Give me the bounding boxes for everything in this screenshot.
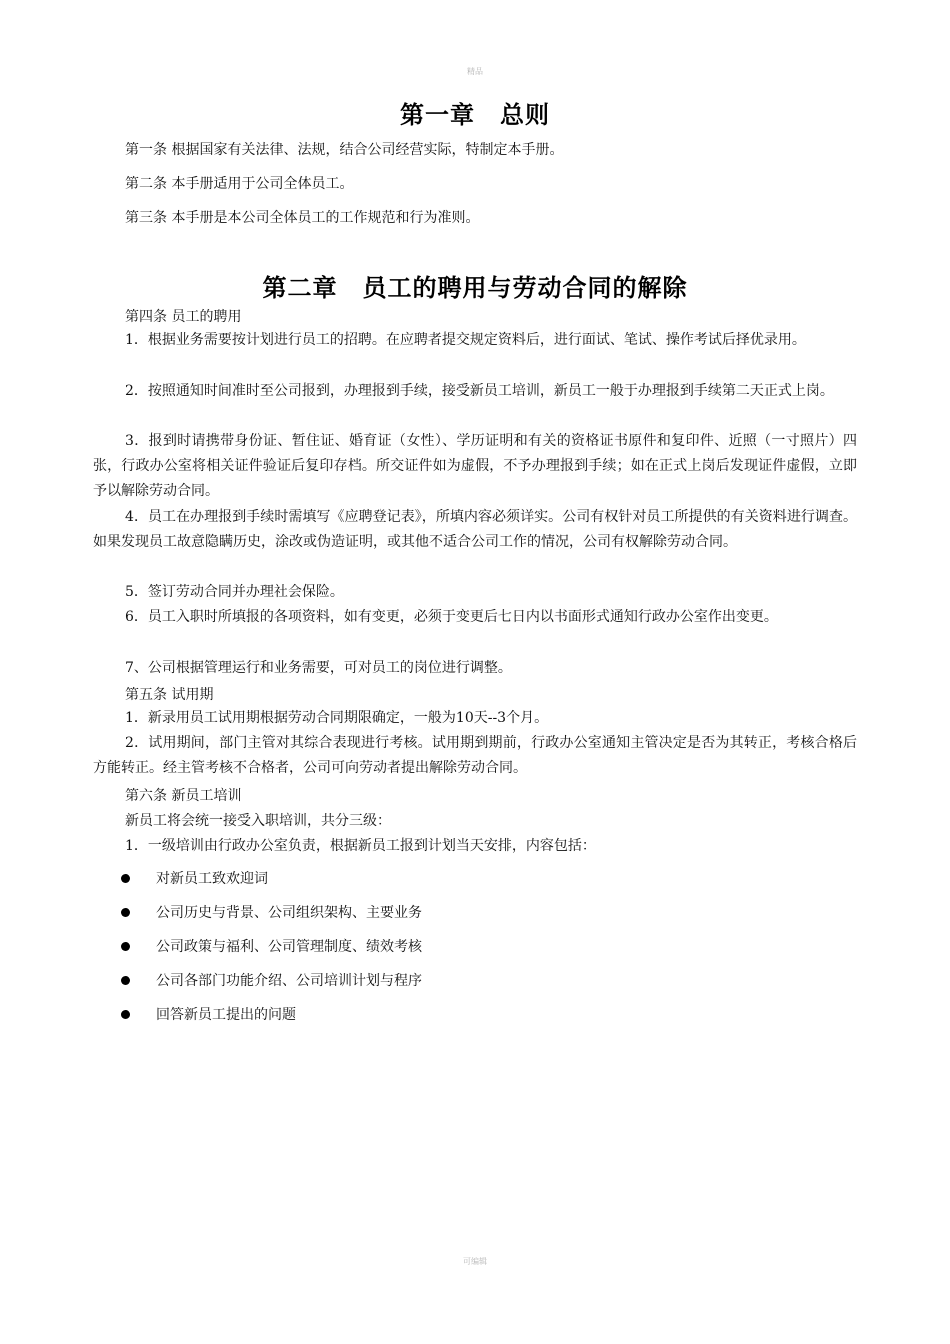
list-item (118, 861, 422, 895)
bullet-icon (121, 942, 130, 951)
footer-watermark: 可编辑 (463, 1257, 487, 1266)
article-2: 第二条 本手册适用于公司全体员工。 (125, 176, 354, 192)
article-6-heading: 第六条 新员工培训 (125, 788, 242, 804)
article-6-intro: 新员工将会统一接受入职培训，共分三级： (125, 813, 391, 829)
list-item (118, 929, 422, 963)
chapter-1-title: 第一章 总则 (400, 101, 550, 129)
article-4-item-4: 4．员工在办理报到手续时需填写《应聘登记表》，所填内容必须详实。公司有权针对员工所提供的有关资料进行调查。如果发现员工故意隐瞒历史，涂改或伪造证明，或其他不适合公司工作的情况，公司有权解除劳动合同。 (93, 509, 857, 550)
list-item-text: 公司历史与背景、公司组织架构、主要业务 (156, 905, 422, 921)
article-4-item-1: 1．根据业务需要按计划进行员工的招聘。在应聘者提交规定资料后，进行面试、笔试、操作考试后择优录用。 (125, 332, 806, 348)
bullet-icon (121, 908, 130, 917)
chapter-2-title: 第二章 员工的聘用与劳动合同的解除 (262, 274, 688, 302)
training-content-list (118, 861, 422, 1031)
bullet-icon (121, 1010, 130, 1019)
article-1: 第一条 根据国家有关法律、法规，结合公司经营实际，特制定本手册。 (125, 142, 564, 158)
list-item-text: 公司各部门功能介绍、公司培训计划与程序 (156, 973, 422, 989)
list-item-text: 对新员工致欢迎词 (156, 871, 268, 887)
article-5-heading: 第五条 试用期 (125, 687, 214, 703)
article-3: 第三条 本手册是本公司全体员工的工作规范和行为准则。 (125, 210, 480, 226)
list-item (118, 963, 422, 997)
article-4-heading: 第四条 员工的聘用 (125, 309, 242, 325)
list-item (118, 895, 422, 929)
article-4-item-5: 5．签订劳动合同并办理社会保险。 (125, 584, 344, 600)
article-4-item-3: 3．报到时请携带身份证、暂住证、婚育证（女性）、学历证明和有关的资格证书原件和复印件、近照（一寸照片）四张，行政办公室将相关证件验证后复印存档。所交证件如为虚假，不予办理报到手续；如在正式上岗后发现证件虚假，立即予以解除劳动合同。 (93, 433, 857, 499)
article-6-item-1: 1．一级培训由行政办公室负责，根据新员工报到计划当天安排，内容包括： (125, 838, 596, 854)
bullet-icon (121, 976, 130, 985)
list-item-text: 回答新员工提出的问题 (156, 1007, 296, 1023)
bullet-icon (121, 874, 130, 883)
article-4-item-6: 6．员工入职时所填报的各项资料，如有变更，必须于变更后七日内以书面形式通知行政办公室作出变更。 (125, 609, 778, 625)
article-5-item-1: 1．新录用员工试用期根据劳动合同期限确定，一般为10天--3个月。 (125, 710, 549, 726)
header-watermark: 精品 (467, 67, 483, 76)
list-item-text: 公司政策与福利、公司管理制度、绩效考核 (156, 939, 422, 955)
article-4-item-7: 7、公司根据管理运行和业务需要，可对员工的岗位进行调整。 (125, 660, 512, 676)
article-4-item-2: 2．按照通知时间准时至公司报到，办理报到手续，接受新员工培训，新员工一般于办理报到手续第二天正式上岗。 (125, 383, 834, 399)
list-item (118, 997, 422, 1031)
article-5-item-2: 2．试用期间，部门主管对其综合表现进行考核。试用期到期前，行政办公室通知主管决定是否为其转正，考核合格后方能转正。经主管考核不合格者，公司可向劳动者提出解除劳动合同。 (93, 735, 857, 776)
